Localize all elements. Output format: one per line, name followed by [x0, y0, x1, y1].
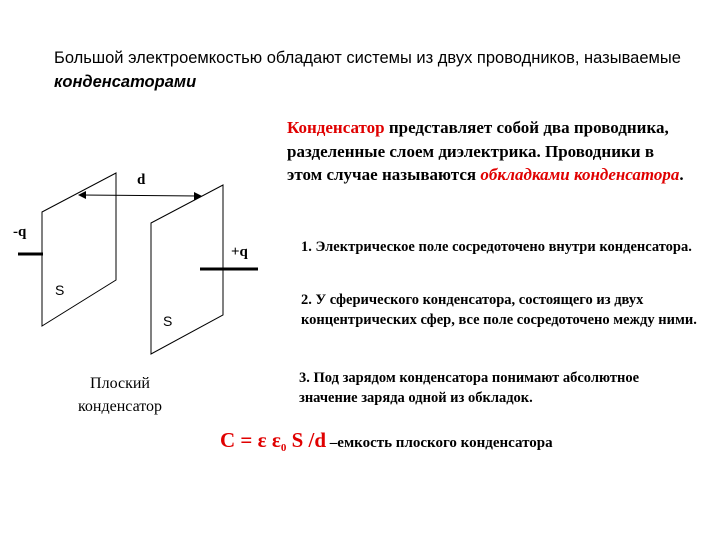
- list-item: 2. У сферического конденсатора, состоящего из двух концентрических сфер, все поле сосредоточено между ними.: [301, 292, 697, 328]
- pos-charge-label: +q: [231, 244, 248, 260]
- left-plate: [42, 173, 116, 326]
- distance-arrow: [80, 195, 199, 196]
- intro-emphasis: конденсаторами: [54, 73, 197, 91]
- definition-text: представляет собой два проводника, разделенные слоем диэлектрика. Проводники в этом случае называются: [287, 118, 669, 184]
- capacitance-formula: [220, 428, 553, 454]
- formula-lhs: C = ε ε: [220, 428, 281, 452]
- formula-subscript: 0: [280, 442, 287, 455]
- area-label-right: S: [163, 313, 173, 329]
- caption-line1: Плоский: [90, 375, 150, 392]
- formula-description: –емкость плоского конденсатора: [326, 435, 553, 451]
- diagram-caption: [60, 372, 180, 418]
- list-item: 1. Электрическое поле сосредоточено внутри конденсатора.: [301, 239, 692, 255]
- formula-rhs: S /d: [286, 428, 327, 452]
- distance-label: d: [137, 172, 146, 188]
- area-label-left: S: [55, 282, 65, 298]
- definition-emphasis: обкладками конденсатора: [480, 165, 680, 184]
- intro-plain: Большой электроемкостью обладают системы из двух проводников, называемые: [54, 49, 681, 67]
- caption-line2: конденсатор: [77, 398, 163, 415]
- definition-term: Конденсатор: [287, 118, 385, 137]
- list-item: 3. Под зарядом конденсатора понимают абсолютное значение заряда одной из обкладок.: [299, 370, 640, 406]
- definition-end: .: [679, 165, 684, 184]
- neg-charge-label: -q: [13, 224, 27, 240]
- arrow-head-right: [194, 192, 202, 200]
